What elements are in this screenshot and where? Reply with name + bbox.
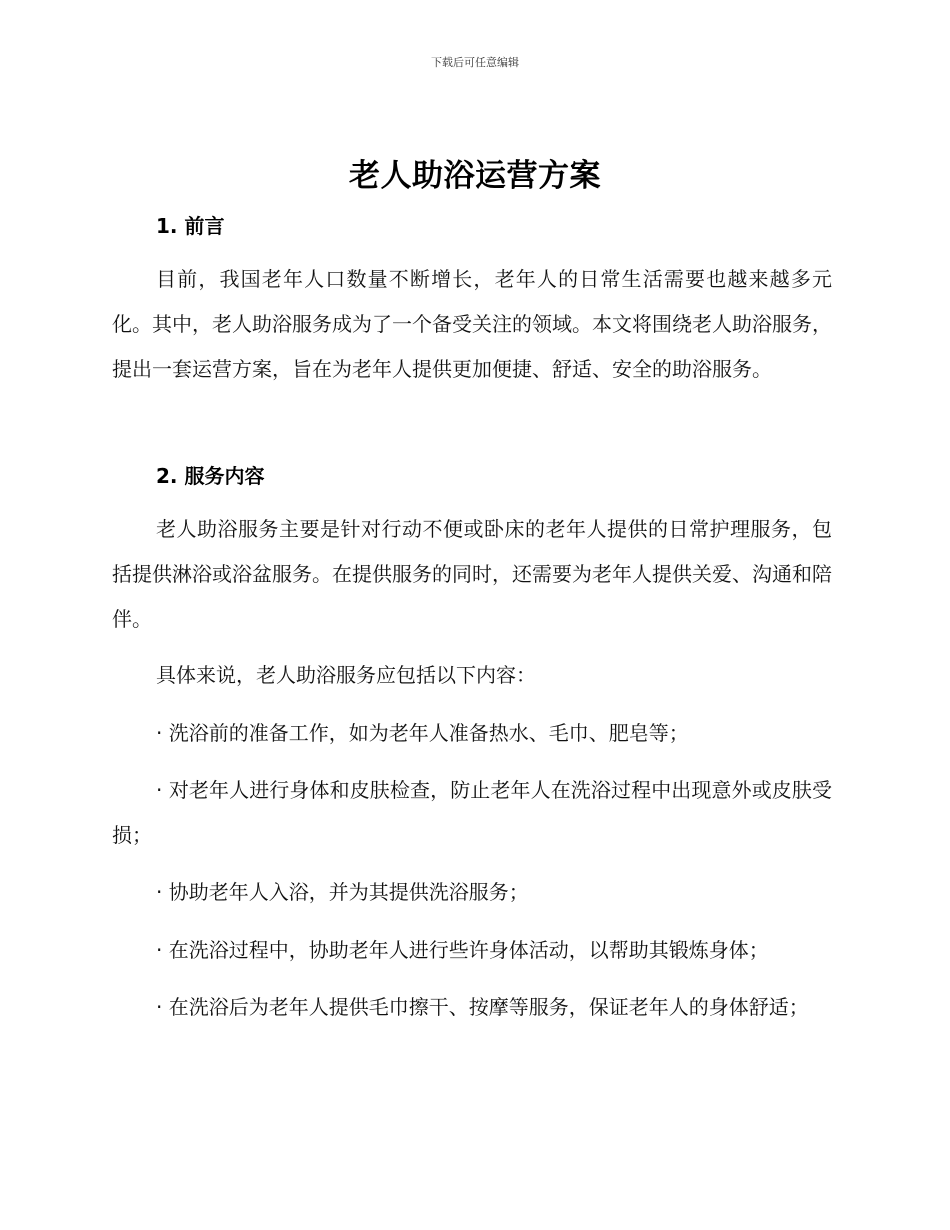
paragraph-preface: 目前，我国老年人口数量不断增长，老年人的日常生活需要也越来越多元化。其中，老人助浴服务成为了一个备受关注的领域。本文将围绕老人助浴服务，提出一套运营方案，旨在为老年人提供更加便捷、舒适、安全的助浴服务。 [112,267,832,381]
list-item-preparation: · 洗浴前的准备工作，如为老年人准备热水、毛巾、肥皂等； [156,721,689,745]
paragraph-service-intro: 老人助浴服务主要是针对行动不便或卧床的老年人提供的日常护理服务，包括提供淋浴或浴盆服务。在提供服务的同时，还需要为老年人提供关爱、沟通和陪伴。 [112,517,832,631]
section-heading-preface: 1. 前言 [156,214,225,238]
header-note: 下载后可任意编辑 [431,56,519,69]
list-item-assist-bathing: · 协助老年人入浴，并为其提供洗浴服务； [156,880,529,904]
section-heading-service-content: 2. 服务内容 [156,464,265,488]
document-title: 老人助浴运营方案 [349,158,601,194]
list-item-body-check: · 对老年人进行身体和皮肤检查，防止老年人在洗浴过程中出现意外或皮肤受损； [112,778,832,847]
list-item-body-activity: · 在洗浴过程中，协助老年人进行些许身体活动，以帮助其锻炼身体； [156,938,769,962]
list-item-after-bath: · 在洗浴后为老年人提供毛巾擦干、按摩等服务，保证老年人的身体舒适； [156,995,809,1019]
paragraph-specifics: 具体来说，老人助浴服务应包括以下内容： [156,663,536,687]
